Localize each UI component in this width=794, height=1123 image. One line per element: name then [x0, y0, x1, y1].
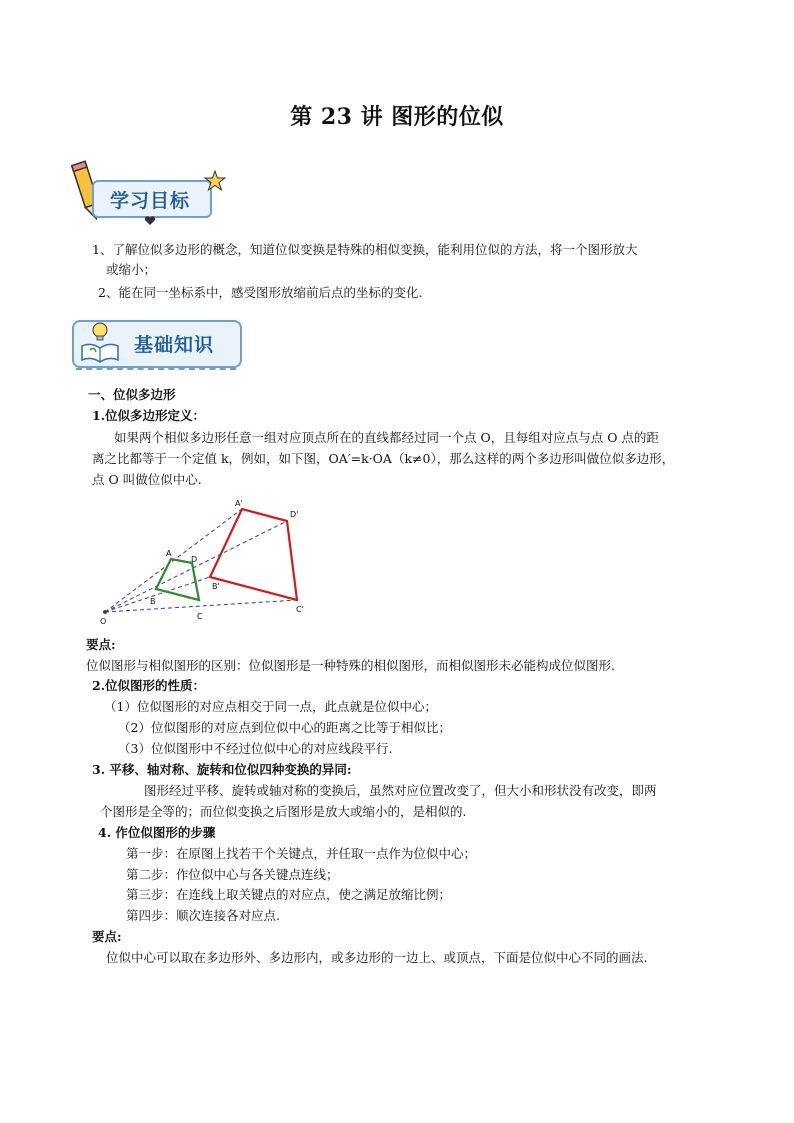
label-o: O [100, 617, 107, 626]
goal-item-1: 1、了解位似多边形的概念，知道位似变换是特殊的相似变换，能利用位似的方法，将一个图形放大 [92, 242, 638, 257]
compare-line-1: 图形经过平移、旋转或轴对称的变换后，虽然对应位置改变了，但大小和形状没有改变，即两 [144, 783, 657, 798]
center-point-o [103, 610, 107, 614]
label-d: D [191, 555, 198, 564]
ray-ob [105, 577, 210, 612]
compare-heading: 3. 平移、轴对称、旋转和位似四种变换的异同: [92, 762, 352, 777]
steps-heading: 4. 作位似图形的步骤 [98, 825, 216, 840]
small-quadrilateral [156, 559, 199, 600]
step-4: 第四步：顺次连接各对应点. [126, 908, 280, 923]
label-a-prime: A' [235, 499, 243, 508]
goals-banner-label: 学习目标 [110, 190, 191, 212]
heart-icon [144, 216, 156, 226]
label-d-prime: D' [290, 510, 299, 519]
basics-banner-underline [76, 368, 236, 370]
label-b-prime: B' [212, 582, 220, 591]
definition-line-3: 点 O 叫做位似中心. [92, 472, 202, 487]
book-lightbulb-icon [78, 320, 122, 364]
property-1: （1）位似图形的对应点相交于同一点，此点就是位似中心； [104, 699, 437, 714]
basics-banner-label: 基础知识 [134, 334, 215, 356]
compare-line-2: 个图形是全等的；而位似变换之后图形是放大或缩小的，是相似的. [100, 804, 467, 819]
homothety-figure [92, 496, 332, 628]
label-a: A [166, 549, 172, 558]
property-2: （2）位似图形的对应点到位似中心的距离之比等于相似比； [118, 720, 451, 735]
step-1: 第一步：在原图上找若干个关键点，并任取一点作为位似中心； [126, 846, 477, 861]
property-3: （3）位似图形中不经过位似中心的对应线段平行. [118, 741, 393, 756]
star-icon [204, 170, 226, 192]
basics-banner [72, 320, 242, 372]
note2-heading: 要点: [92, 929, 122, 944]
definition-line-1: 如果两个相似多边形任意一组对应顶点所在的直线都经过同一个点 O，且每组对应点与点 O 点的距 [114, 430, 659, 445]
note2-text: 位似中心可以取在多边形外、多边形内，或多边形的一边上、或顶点，下面是位似中心不同的画法. [106, 950, 648, 965]
ray-oc [105, 600, 297, 612]
properties-heading: 2.位似图形的性质： [92, 678, 206, 693]
note1-text: 位似图形与相似图形的区别：位似图形是一种特殊的相似图形，而相似图形未必能构成位似图形. [86, 658, 615, 673]
step-2: 第二步：作位似中心与各关键点连线； [126, 867, 339, 882]
goal-item-1-cont: 或缩小； [106, 262, 157, 277]
section1-heading: 一、位似多边形 [88, 387, 176, 402]
definition-line-2: 离之比都等于一个定值 k，例如，如下图，OA′=k·OA（k≠0），那么这样的两个多边形叫做位似多边形， [92, 451, 675, 466]
page-title: 第 23 讲 图形的位似 [290, 104, 504, 130]
definition-heading: 1.位似多边形定义： [92, 408, 206, 423]
goals-banner [70, 158, 230, 228]
label-c-prime: C' [296, 605, 304, 614]
goal-item-2: 2、能在同一坐标系中，感受图形放缩前后点的坐标的变化. [98, 285, 423, 300]
step-3: 第三步：在连线上取关键点的对应点，使之满足放缩比例； [126, 887, 452, 902]
label-c: C [197, 612, 203, 621]
note1-heading: 要点: [86, 637, 116, 652]
label-b: B [150, 597, 156, 606]
